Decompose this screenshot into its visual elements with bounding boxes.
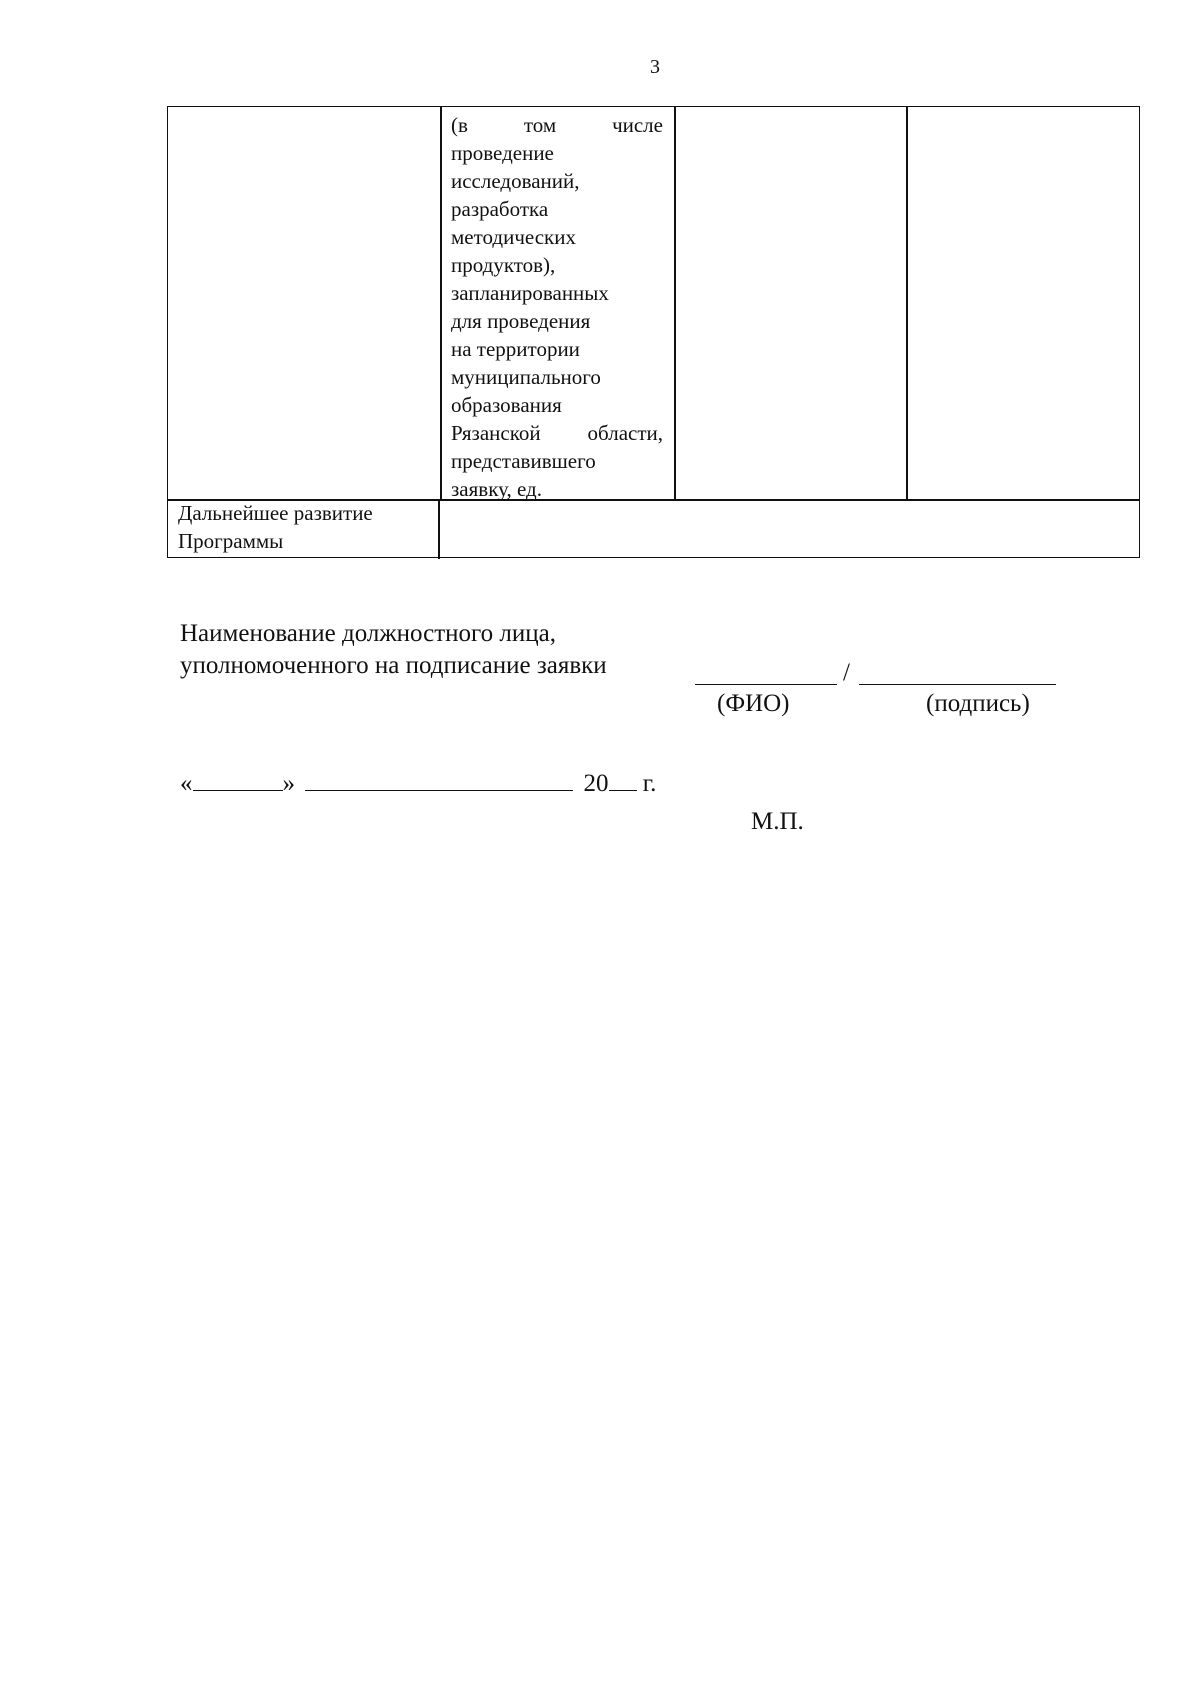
- development-row-label-line: Дальнейшее развитие: [178, 501, 373, 525]
- date-day-blank: [193, 770, 283, 791]
- indicator-cell: [451, 111, 666, 503]
- date-year-suffix: г.: [642, 770, 657, 797]
- date-year-blank: [609, 770, 637, 791]
- stamp-placeholder: М.П.: [751, 808, 804, 835]
- page-number: 3: [650, 56, 660, 78]
- date-open-quote: «: [180, 770, 193, 797]
- indicator-justified-line: [451, 419, 663, 447]
- official-title-line: Наименование должностного лица,: [180, 620, 557, 647]
- development-row-label-line: Программы: [178, 529, 284, 553]
- indicator-word: числе: [612, 113, 663, 137]
- date-close-quote: »: [282, 770, 295, 797]
- indicator-line: проведение: [451, 141, 554, 165]
- indicator-line: заявку, ед.: [451, 477, 542, 501]
- indicator-word: Рязанской: [451, 421, 541, 445]
- date-month-blank: [305, 770, 573, 791]
- indicator-line: на территории: [451, 337, 580, 361]
- indicator-line: методических: [451, 225, 576, 249]
- table-column-divider: [906, 107, 908, 500]
- development-row-label: [178, 499, 428, 555]
- indicator-line: образования: [451, 393, 562, 417]
- indicator-line: муниципального: [451, 365, 601, 389]
- indicator-line: исследований,: [451, 169, 580, 193]
- indicator-word: (в: [451, 113, 468, 137]
- fio-line: [695, 684, 837, 685]
- date-year-prefix: 20: [583, 770, 609, 797]
- table-column-divider: [438, 499, 440, 559]
- indicator-justified-line: [451, 111, 663, 139]
- indicator-word: том: [523, 113, 557, 137]
- signature-caption: (подпись): [926, 690, 1030, 717]
- official-title: [180, 618, 607, 682]
- table-column-divider: [440, 107, 442, 500]
- fio-caption: (ФИО): [717, 690, 790, 717]
- indicator-line: продуктов),: [451, 253, 556, 277]
- indicator-line: представившего: [451, 449, 596, 473]
- indicator-line: для проведения: [451, 309, 591, 333]
- date-line: [180, 770, 656, 798]
- indicator-line: разработка: [451, 197, 549, 221]
- signature-line: [859, 684, 1056, 685]
- indicator-line: запланированных: [451, 281, 609, 305]
- indicator-word: области,: [587, 421, 663, 445]
- table-column-divider: [674, 107, 676, 500]
- signature-slash: /: [843, 659, 850, 686]
- form-table: [167, 106, 1140, 558]
- official-title-line: уполномоченного на подписание заявки: [180, 652, 607, 679]
